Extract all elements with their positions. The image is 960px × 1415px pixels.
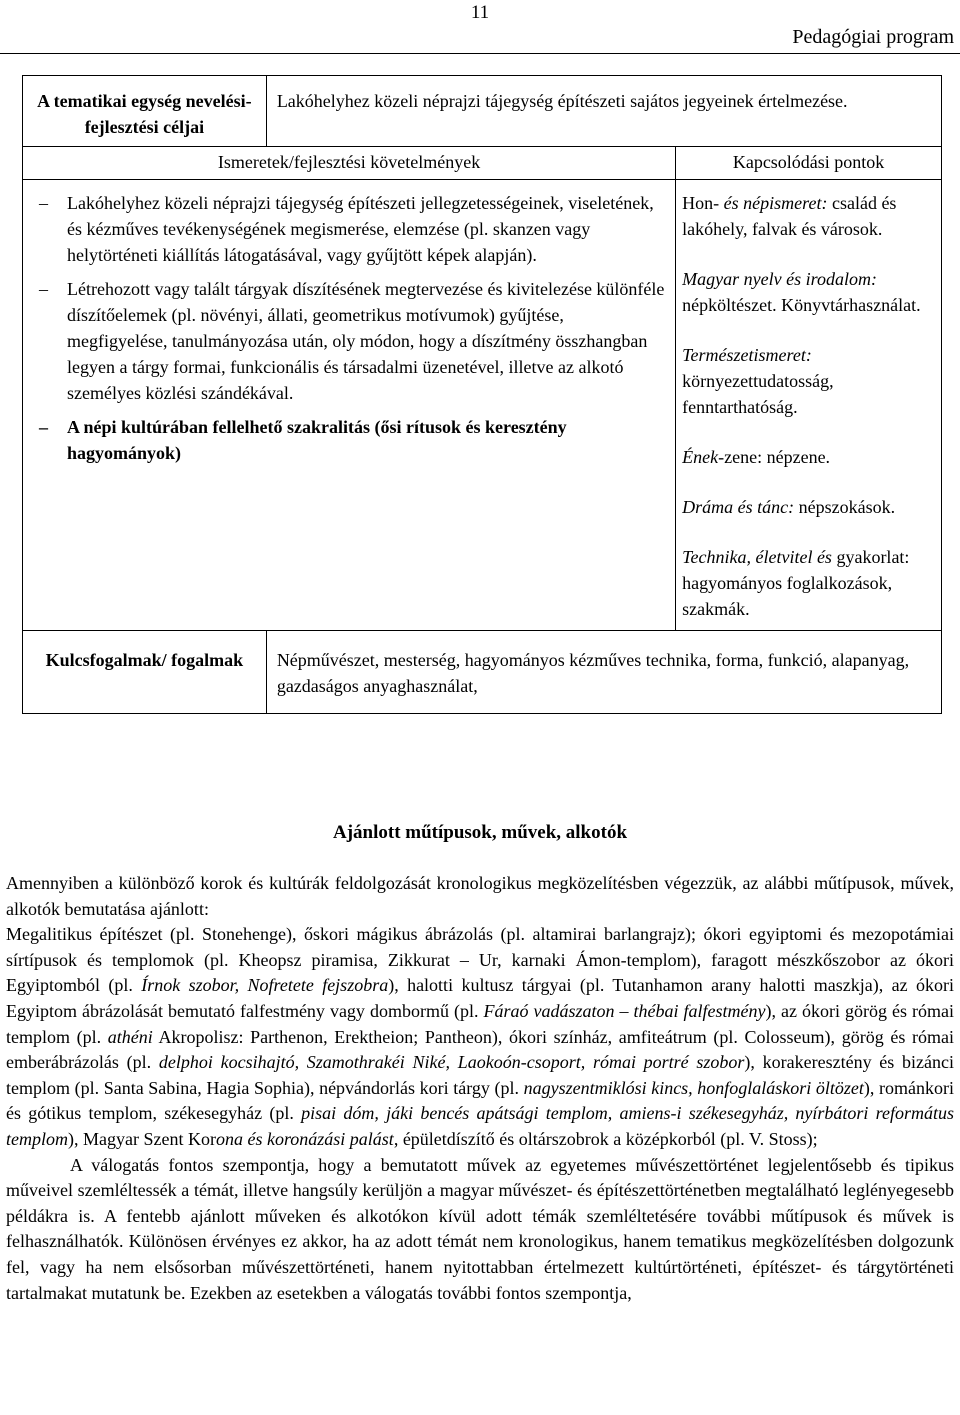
connection-item <box>682 444 935 470</box>
goals-text: Lakóhelyhez közeli néprajzi tájegység építészeti sajátos jegyeinek értelmezése. <box>266 76 941 147</box>
work-text: ), románkori és gótikus templom, székesegyház (pl. <box>6 1077 954 1124</box>
work-title: athéni <box>107 1026 153 1047</box>
connection-subject: Ének <box>682 447 719 467</box>
keywords-label: Kulcsfogalmak/ fogalmak <box>23 631 267 714</box>
keywords-text: Népművészet, mesterség, hagyományos kézműves technika, forma, funkció, alapanyag, gazdaságos anyaghasználat, <box>266 631 941 714</box>
connection-item <box>682 494 935 520</box>
connection-subject: Dráma és tánc: <box>682 497 795 517</box>
connections-cell <box>676 180 942 631</box>
goals-label: A tematikai egység nevelési-fejlesztési céljai <box>23 76 267 147</box>
connection-item <box>682 190 935 242</box>
connection-item <box>682 544 935 622</box>
curriculum-table <box>22 75 942 714</box>
content-row <box>23 180 942 631</box>
work-title: ona és koronázási palást <box>215 1128 394 1149</box>
page-header-title: Pedagógiai program <box>792 26 954 48</box>
connection-subject: és népismeret: <box>719 193 828 213</box>
columns-header-row <box>23 147 942 180</box>
list-item: – A népi kultúrában fellelhető szakralitás (ősi rítusok és keresztény hagyományok) <box>31 414 667 466</box>
connection-subject: Természetismeret: <box>682 345 812 365</box>
works-paragraph <box>6 922 954 1152</box>
connection-text: népszokások. <box>794 497 896 517</box>
connection-text: gyakorlat: hagyományos foglalkozások, szakmák. <box>682 547 910 619</box>
connection-item <box>682 342 935 420</box>
requirements-list <box>31 190 667 466</box>
work-text: Megalitikus építészet (pl. Stonehenge), őskori mágikus ábrázolás (pl. altamirai barlangrajz); ókori egyiptomi és mezopotámiai sírtípusok és templomok (pl. Kheopsz piramisa, Zikkurat – Ur, karnaki Ámon-templom), faragott mészkőszobor az ókori Egyiptomból (pl. <box>6 924 954 996</box>
connection-text: család és lakóhely, falvak és városok. <box>682 193 897 239</box>
work-text: , épületdíszítő és oltárszobrok a középkorból (pl. V. Stoss); <box>393 1128 818 1149</box>
keywords-row <box>23 631 942 714</box>
connection-text: -zene: népzene. <box>718 447 831 467</box>
header-rule <box>0 53 960 54</box>
intro-paragraph: Amennyiben a különböző korok és kultúrák feldolgozását kronologikus megközelítésben végezzük, az alábbi műtípusok, művek, alkotók bemutatása ajánlott: <box>6 873 954 919</box>
list-item: – Lakóhelyhez közeli néprajzi tájegység építészeti jellegzetességeinek, viseletének, és kézműves tevékenységének megismerése, elemzése (pl. skanzen vagy helytörténeti kiállítás látogatásával, vagy gyűjtött képek alapján). <box>31 190 667 268</box>
work-title: Fáraó vadászaton – thébai falfestmény <box>483 1000 766 1021</box>
connection-subject: Technika, életvitel és <box>682 547 832 567</box>
connections-header: Kapcsolódási pontok <box>676 147 942 180</box>
work-title: delphoi kocsihajtó, Szamothrakéi Niké, Laokoón-csoport, római portré szobor <box>158 1052 745 1073</box>
closing-paragraph: A válogatás fontos szempontja, hogy a bemutatott művek az egyetemes művészettörténet legjelentősebb és tipikus műveivel szemléltessék a témát, illetve hangsúly kerüljön a magyar művészet- és építészettörténetben megtalálható leglényegesebb példákra is. A fentebb ajánlott műveken és alkotókon kívül adott témák szemléltetésére további műtípusok és művek is felhasználhatók. Különösen érvényes ez akkor, ha az adott témát nem kronologikus, hanem tematikus megközelítésben dolgozunk fel, vagy ha nem elsősorban művészettörténeti, hanem nyitottabban értelmezett kultúrtörténeti, építészet- és tárgytörténeti tartalmakat mutatunk be. Ezekben az esetekben a válogatás további fontos szempontja, <box>6 1154 954 1303</box>
connection-text: népköltészet. Könyvtárhasználat. <box>682 295 921 315</box>
work-text: ), Magyar Szent Kor <box>68 1128 216 1149</box>
connection-text: környezettudatosság, fenntarthatóság. <box>682 371 834 417</box>
work-text: ), az ókori görög és római templom (pl. <box>6 1000 955 1047</box>
list-item: – Létrehozott vagy talált tárgyak díszítésének megtervezése és kivitelezése különféle díszítőelemek (pl. növényi, állati, geometrikus motívumok) gyűjtése, megfigyelése, tanulmányozása után, oly módon, hogy a díszítmény összhangban legyen a tárgy formai, funkcionális és társadalmi üzenetével, illetve az alkotó személyes közlési szándékával. <box>31 276 667 406</box>
section-body <box>6 871 954 1306</box>
work-text: ), korakeresztény és bizánci templom (pl. Santa Sabina, Hagia Sophia), népvándorlás kori tárgy (pl. <box>6 1052 954 1098</box>
work-text: Akropolisz: Parthenon, Erektheion; Pantheon), ókori színház, amfiteátrum (pl. Colosseum), görög és római emberábrázolás (pl. <box>6 1026 954 1073</box>
connection-subject: Hon- <box>682 193 720 213</box>
connection-item <box>682 266 935 318</box>
page-number: 11 <box>470 2 490 23</box>
requirements-header: Ismeretek/fejlesztési követelmények <box>23 147 676 180</box>
goals-row <box>23 76 942 147</box>
requirements-cell <box>23 180 676 631</box>
work-title: Írnok szobor, Nofretete fejszobra <box>141 975 389 996</box>
connection-subject: Magyar nyelv és irodalom: <box>682 269 877 289</box>
work-title: nagyszentmiklósi kincs, honfoglaláskori öltözet <box>523 1077 864 1098</box>
work-text: ), halotti kultusz tárgyai (pl. Tutanhamon arany halotti maszkja), az ókori Egyiptom ábrázolását bemutató falfestmény vagy dombormű (pl. <box>6 975 954 1021</box>
section-title: Ajánlott műtípusok, művek, alkotók <box>332 822 628 843</box>
work-title: pisai dóm, jáki bencés apátsági templom, amiens-i székesegyház, nyírbátori református templom <box>6 1103 955 1149</box>
